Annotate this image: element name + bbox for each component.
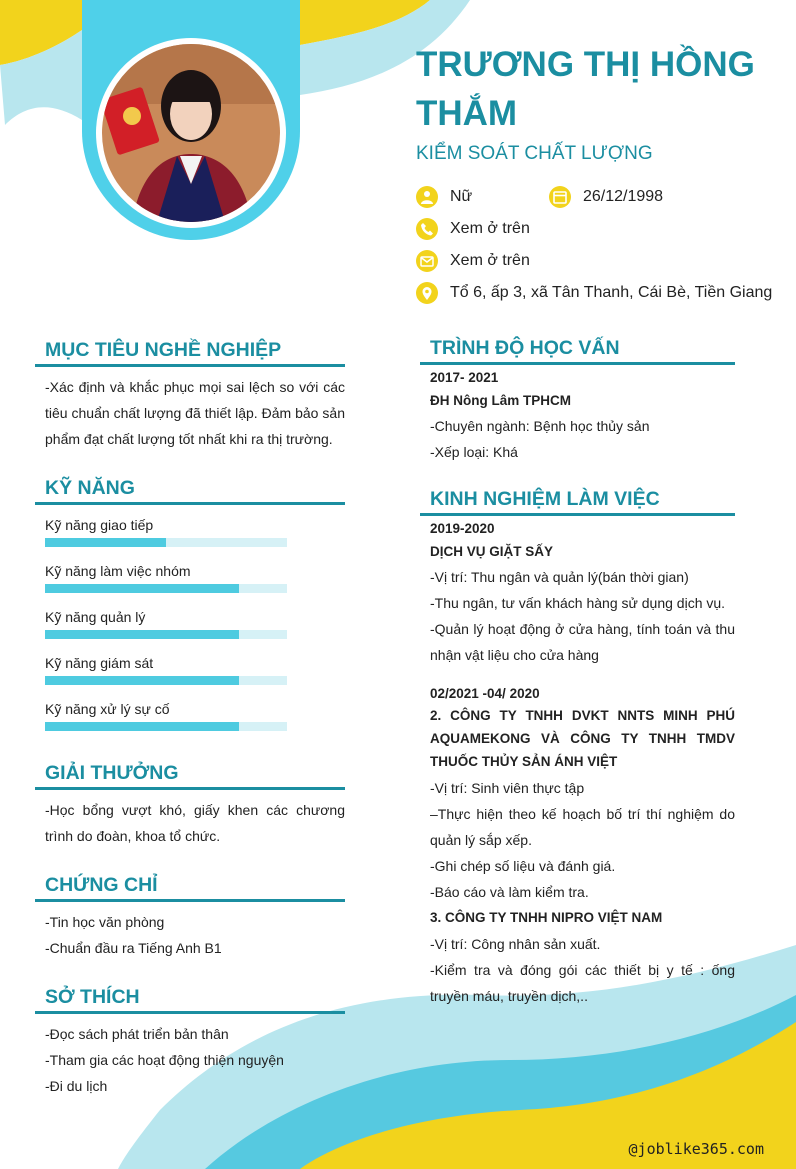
job3-company: 3. CÔNG TY TNHH NIPRO VIỆT NAM [430,910,663,925]
job2-line: -Báo cáo và làm kiểm tra. [430,884,589,900]
address-row [416,282,772,304]
job1-company: DỊCH VỤ GIẶT SẤY [430,544,554,559]
birthdate-row [549,186,663,208]
watermark: @joblike365.com [628,1140,764,1158]
job3-line: -Kiểm tra và đóng gói các thiết bị y tế : ống truyền máu, truyền dịch,.. [430,962,735,1004]
email-value: Xem ở trên [450,252,530,269]
education-grade: -Xếp loại: Khá [430,444,518,460]
certificates-heading: CHỨNG CHỈ [35,873,345,902]
skill-bar-fill [45,722,239,731]
skill-bar [45,584,287,593]
education-period: 2017- 2021 [430,370,499,385]
skill-bar [45,630,287,639]
job1-line: -Thu ngân, tư vấn khách hàng sử dụng dịch vụ. [430,595,726,611]
hobby-item: -Đi du lịch [45,1078,108,1094]
job1-line: -Vị trí: Thu ngân và quản lý(bán thời gian) [430,569,689,585]
job3-line: -Vị trí: Công nhân sản xuất. [430,936,601,952]
phone-icon [416,218,438,240]
job2-line: -Vị trí: Sinh viên thực tập [430,780,585,796]
address-value: Tổ 6, ấp 3, xã Tân Thanh, Cái Bè, Tiền Giang [450,284,773,301]
education-major: -Chuyên ngành: Bệnh học thủy sản [430,418,650,434]
skill-bar-fill [45,630,239,639]
person-icon [416,186,438,208]
objective-heading: MỤC TIÊU NGHỀ NGHIỆP [35,338,345,367]
skill-bar [45,538,287,547]
skill-label: Kỹ năng xử lý sự cố [45,701,170,717]
job2-period: 02/2021 -04/ 2020 [430,686,540,701]
certificate-item: -Tin học văn phòng [45,914,165,930]
job1-line: -Quản lý hoạt động ở cửa hàng, tính toán và thu nhận vật liệu cho cửa hàng [430,621,735,663]
skill-bar-fill [45,538,166,547]
email-row [416,250,530,272]
gender-value: Nữ [450,188,473,205]
birthdate-value: 26/12/1998 [583,188,664,205]
education-heading: TRÌNH ĐỘ HỌC VẤN [420,336,735,365]
skill-bar-fill [45,676,239,685]
certificate-item: -Chuẩn đầu ra Tiếng Anh B1 [45,940,222,956]
phone-value: Xem ở trên [450,220,530,237]
job2-company: 2. CÔNG TY TNHH DVKT NNTS MINH PHÚ AQUAMEKONG VÀ CÔNG TY TNHH TMDV THUỐC THỦY SẢN ÁNH VIỆT [430,708,735,769]
skill-label: Kỹ năng giao tiếp [45,517,154,533]
awards-text: -Học bổng vượt khó, giấy khen các chương trình do đoàn, khoa tổ chức. [45,802,345,844]
job1-period: 2019-2020 [430,521,495,536]
job-title: KIỂM SOÁT CHẤT LƯỢNG [416,143,653,164]
job2-line: –Thực hiện theo kế hoạch bố trí thí nghiệm do quản lý sắp xếp. [430,806,735,848]
skill-bar [45,676,287,685]
skill-label: Kỹ năng làm việc nhóm [45,563,191,579]
awards-heading: GIẢI THƯỞNG [35,761,345,790]
hobbies-heading: SỞ THÍCH [35,985,345,1014]
profile-photo [102,44,280,222]
experience-heading: KINH NGHIỆM LÀM VIỆC [420,487,735,516]
skill-label: Kỹ năng quản lý [45,609,146,625]
mail-icon [416,250,438,272]
education-school: ĐH Nông Lâm TPHCM [430,393,571,408]
phone-row [416,218,530,240]
calendar-icon [549,186,571,208]
skills-heading: KỸ NĂNG [35,476,345,505]
location-pin-icon [416,282,438,304]
candidate-name: TRƯƠNG THỊ HỒNG THẮM [416,45,755,133]
job2-line: -Ghi chép số liệu và đánh giá. [430,858,616,874]
gender-row [416,186,472,208]
skill-label: Kỹ năng giám sát [45,655,154,671]
skill-bar-fill [45,584,239,593]
skill-bar [45,722,287,731]
objective-text: -Xác định và khắc phục mọi sai lệch so với các tiêu chuẩn chất lượng đã thiết lập. Đảm bảo sản phẩm đạt chất lượng tốt nhất khi ra thị trường. [45,379,345,447]
hobby-item: -Tham gia các hoạt động thiện nguyện [45,1052,284,1068]
hobby-item: -Đọc sách phát triển bản thân [45,1026,229,1042]
